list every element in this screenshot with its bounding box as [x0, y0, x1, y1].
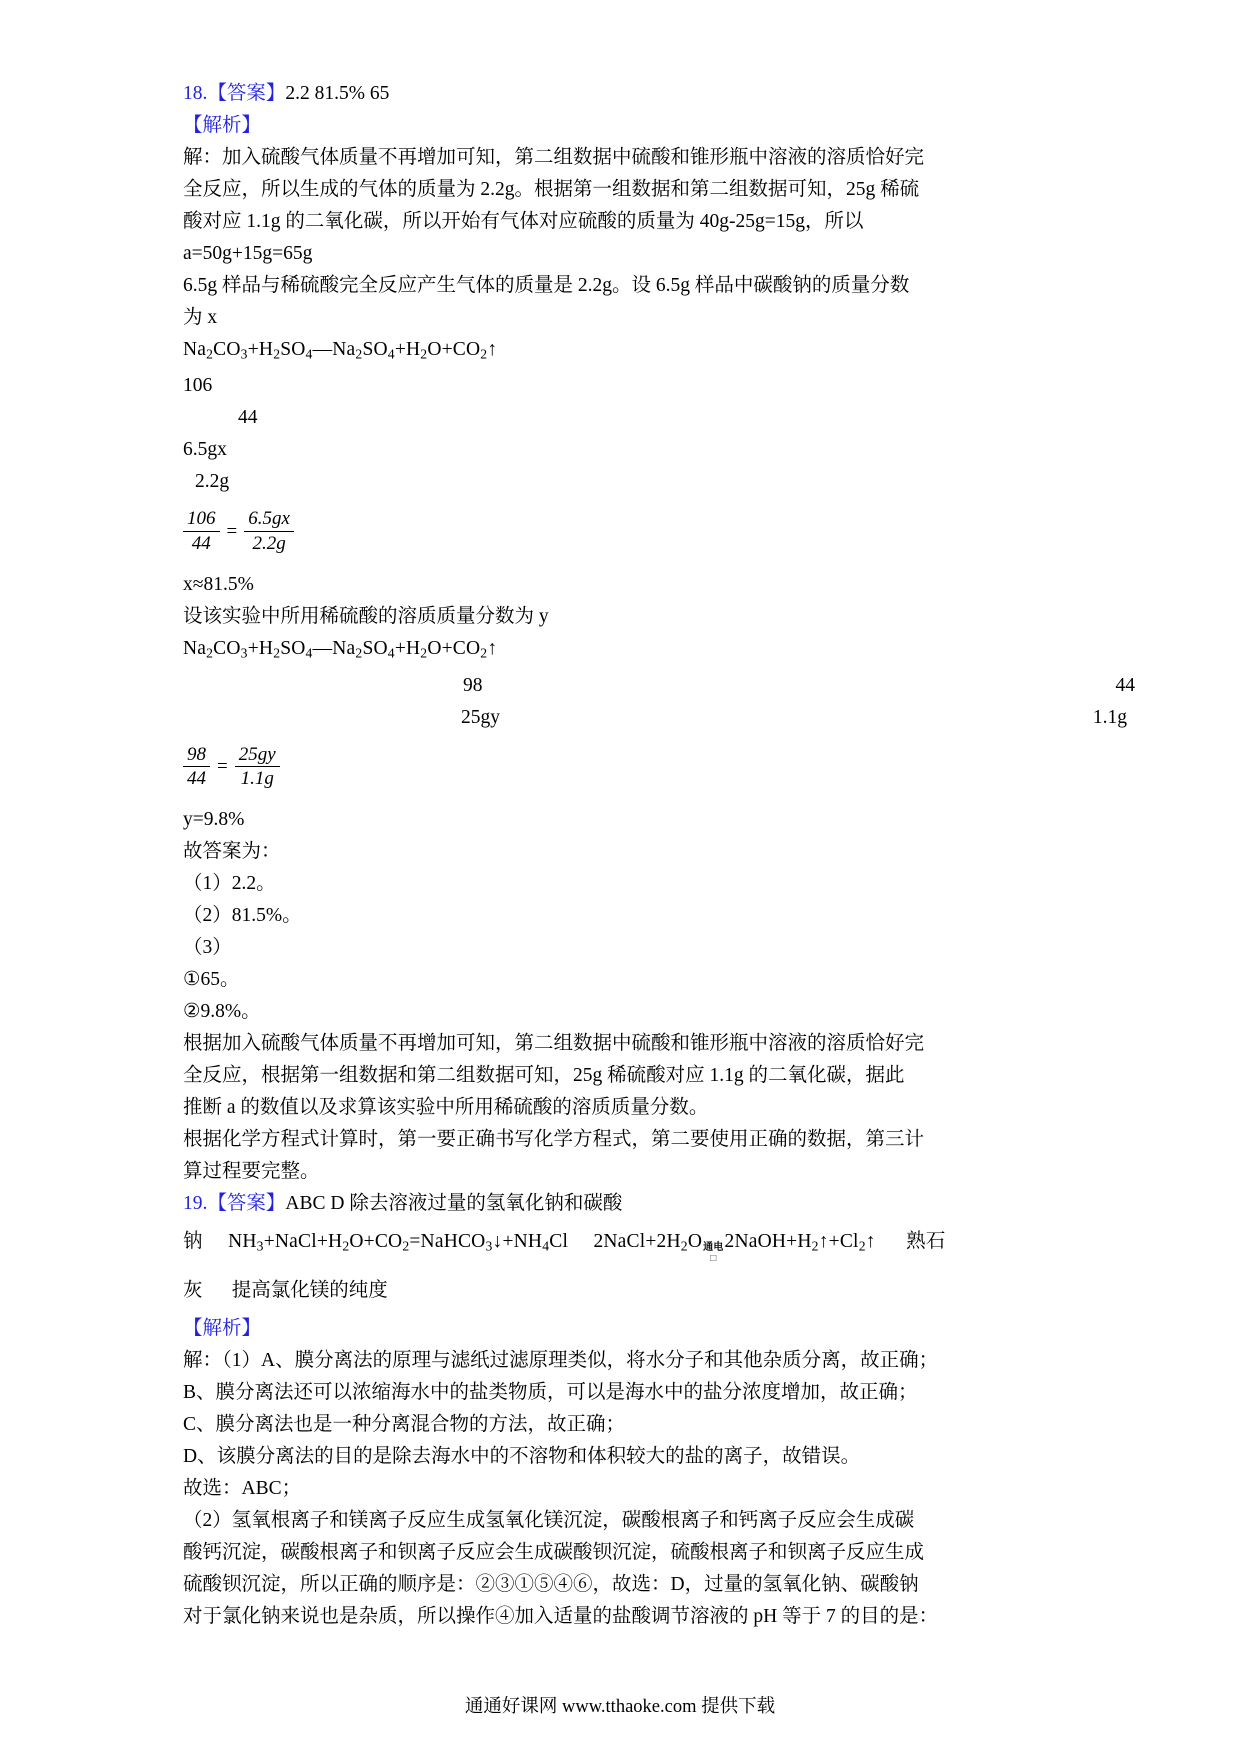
question-18-number: 18. — [183, 83, 208, 104]
q18-tail-line-3: 推断 a 的数值以及求算该实验中所用稀硫酸的溶质质量分数。 — [183, 1097, 709, 1119]
q18-answer-1: （1）2.2。 — [183, 873, 276, 895]
q18-answer-3: （3） — [183, 937, 232, 959]
fraction-right-2 — [235, 744, 280, 791]
q18-tail-line-2: 全反应，根据第一组数据和第二组数据可知，25g 稀硫酸对应 1.1g 的二氧化碳，据此 — [183, 1065, 905, 1087]
analysis-tag-19: 【解析】 — [183, 1317, 262, 1339]
q18-equation-2: $Na_2CO_3+H_2SO_4—Na_2SO_4+H_2O+CO_2↑$ — [183, 638, 498, 661]
fraction-2-equals: = — [217, 755, 228, 777]
q18-fraction-2 — [183, 744, 1135, 791]
q19-answer-na: 钠 — [183, 1231, 203, 1253]
fraction-left-2-numerator: 98 — [187, 743, 206, 765]
fraction-right-1-numerator: 6.5gx — [248, 508, 290, 530]
q18-solution-line-2: 全反应，所以生成的气体的质量为 2.2g。根据第一组数据和第二组数据可知，25g 稀硫 — [183, 179, 920, 200]
q18-mass-106: 106 — [183, 375, 213, 397]
q19-solution-line-3: C、膜分离法也是一种分离混合物的方法，故正确； — [183, 1413, 626, 1435]
q19-solution-line-4: D、该膜分离法的目的是除去海水中的不溶物和体积较大的盐的离子，故错误。 — [183, 1445, 861, 1467]
q19-solution-line-1: 解：（1）A、膜分离法的原理与滤纸过滤原理类似，将水分子和其他杂质分离，故正确； — [183, 1349, 939, 1371]
q18-equation-1: $Na_2CO_3+H_2SO_4—Na_2SO_4+H_2O+CO_2↑$ — [183, 339, 498, 362]
fraction-right-1-denominator: 2.2g — [252, 533, 286, 555]
q18-fraction-1 — [183, 508, 1135, 555]
q18-line-65gx: 6.5gx — [183, 439, 227, 461]
q18-answer-3-1: ①65。 — [183, 969, 240, 991]
q18-line-22g: 2.2g — [195, 471, 230, 493]
q18-solution-line-3: 酸对应 1.1g 的二氧化碳，所以开始有气体对应硫酸的质量为 40g-25g=15g，所以 — [183, 211, 864, 232]
q18-x-result: x≈81.5% — [183, 574, 254, 596]
q18-solution-line-1: 解：加入硫酸气体质量不再增加可知，第二组数据中硫酸和锥形瓶中溶液的溶质恰好完 — [183, 147, 925, 168]
q18-mass-row-1 — [183, 670, 1135, 702]
q18-y-result: y=9.8% — [183, 809, 245, 831]
analysis-tag-18: 【解析】 — [183, 115, 262, 136]
fraction-left-2-denominator: 44 — [187, 768, 206, 790]
q18-solution-line-4: a=50g+15g=65g — [183, 243, 313, 264]
q19-solution-line-8: 硫酸钡沉淀，所以正确的顺序是：②③①⑤④⑥，故选：D，过量的氢氧化钠、碳酸钠 — [183, 1573, 919, 1595]
q19-answer-line-2 — [183, 1220, 1135, 1268]
q19-solution-line-7: 酸钙沉淀，碳酸根离子和钡离子反应会生成碳酸钡沉淀，硫酸根离子和钡离子反应生成 — [183, 1541, 925, 1563]
fraction-left-2 — [183, 744, 210, 791]
fraction-1-equals: = — [226, 520, 238, 542]
fraction-left-1-numerator: 106 — [187, 508, 216, 530]
q19-solution-line-6: （2）氢氧根离子和镁离子反应生成氢氧化镁沉淀，碳酸根离子和钙离子反应会生成碳 — [183, 1509, 915, 1531]
q18-y-setup: 设该实验中所用稀硫酸的溶质质量分数为 y — [183, 606, 549, 628]
fraction-right-1 — [244, 508, 294, 555]
q18-solution-line-5: 6.5g 样品与稀硫酸完全反应产生气体的质量是 2.2g。设 6.5g 样品中碳酸钠的质量分数 — [183, 275, 910, 296]
q18-answer-2: （2）81.5%。 — [183, 905, 302, 927]
q18-tail-line-5: 算过程要完整。 — [183, 1161, 320, 1183]
q19-solution-line-2: B、膜分离法还可以浓缩海水中的盐类物质，可以是海水中的盐分浓度增加，故正确； — [183, 1381, 918, 1403]
q19-solution-line-5: 故选：ABC； — [183, 1477, 302, 1499]
q18-tail-line-1: 根据加入硫酸气体质量不再增加可知，第二组数据中硫酸和锥形瓶中溶液的溶质恰好完 — [183, 1033, 925, 1055]
q19-equation-soda: $NH_3+NaCl+H_2O+CO_2=NaHCO_3↓+NH_4Cl$ — [228, 1231, 569, 1254]
fraction-left-1-denominator: 44 — [191, 533, 211, 555]
q19-solution-line-9: 对于氯化钠来说也是杂质，所以操作④加入适量的盐酸调节溶液的 pH 等于 7 的目的是： — [183, 1605, 939, 1627]
q18-mass-11g: 1.1g — [1092, 706, 1127, 728]
answer-tag-19: 【答案】 — [207, 1193, 286, 1215]
fraction-right-2-numerator: 25gy — [238, 743, 276, 765]
fraction-left-1 — [183, 508, 220, 555]
answer-values-18: 2.2 81.5% 65 — [285, 83, 390, 104]
q18-mass-25gy: 25gy — [461, 706, 500, 728]
q18-answer-intro: 故答案为： — [183, 841, 281, 863]
q19-equation-electrolysis: $2NaCl+2H_2O$ 通电 □ $2NaOH+H_2↑+Cl_2↑$ — [593, 1231, 876, 1265]
question-19-answer-line — [183, 1188, 1135, 1220]
q18-mass-98: 98 — [463, 674, 483, 696]
q18-mass-row-2 — [183, 702, 1135, 734]
q19-answer-lime: 熟石 — [906, 1231, 946, 1253]
fraction-right-2-denominator: 1.1g — [240, 768, 274, 790]
q18-tail-line-4: 根据化学方程式计算时，第一要正确书写化学方程式，第二要使用正确的数据，第三计 — [183, 1129, 925, 1151]
question-18-answer-line — [183, 78, 1135, 110]
answer-values-19: ABC D 除去溶液过量的氢氧化钠和碳酸 — [285, 1193, 623, 1215]
q18-answer-3-2: ②9.8%。 — [183, 1001, 261, 1023]
q19-answer-line-3: 灰 提高氯化镁的纯度 — [183, 1279, 388, 1301]
electrolysis-condition: 通电 □ — [703, 1242, 724, 1265]
q18-mass-44: 44 — [238, 407, 258, 429]
q18-mass-44-2: 44 — [1115, 674, 1135, 696]
question-19-number: 19. — [183, 1193, 208, 1215]
page-footer: 通通好课网 www.tthaoke.com 提供下载 — [464, 1697, 776, 1717]
q18-solution-line-6: 为 x — [183, 307, 218, 328]
answer-tag-18: 【答案】 — [207, 83, 286, 104]
